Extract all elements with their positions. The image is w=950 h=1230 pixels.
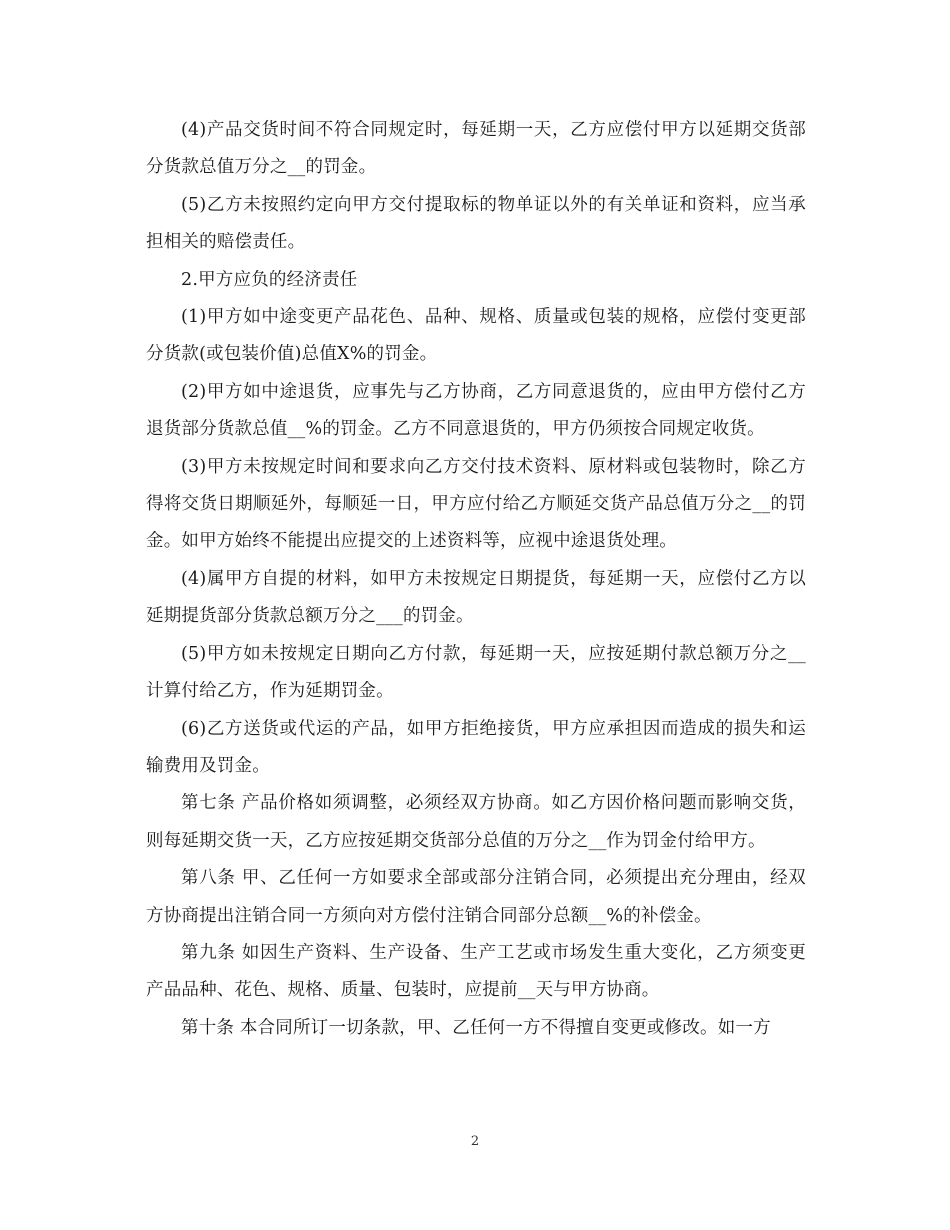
section-heading: 2.甲方应负的经济责任 xyxy=(181,269,358,290)
article-paragraph: 第十条 本合同所订一切条款，甲、乙任何一方不得擅自变更或修改。如一方 xyxy=(181,1017,771,1038)
paragraph: (6)乙方送货或代运的产品，如甲方拒绝接货，甲方应承担因而造成的损失和运输费用及罚金。 xyxy=(146,718,806,776)
document-body xyxy=(146,112,806,1047)
paragraph: (3)甲方未按规定时间和要求向乙方交付技术资料、原材料或包装物时，除乙方得将交货日期顺延外，每顺延一日，甲方应付给乙方顺延交货产品总值万分之__的罚金。如甲方始终不能提出应提交的上述资料等，应视中途退货处理。 xyxy=(146,456,806,552)
article-paragraph: 第八条 甲、乙任何一方如要求全部或部分注销合同，必须提出充分理由，经双方协商提出注销合同一方须向对方偿付注销合同部分总额__%的补偿金。 xyxy=(146,868,806,926)
paragraph: (2)甲方如中途退货，应事先与乙方协商，乙方同意退货的，应由甲方偿付乙方退货部分货款总值__%的罚金。乙方不同意退货的，甲方仍须按合同规定收货。 xyxy=(146,381,806,440)
paragraph: (4)属甲方自提的材料，如甲方未按规定日期提货，每延期一天，应偿付乙方以延期提货部分货款总额万分之___的罚金。 xyxy=(146,568,806,627)
paragraph: (5)乙方未按照约定向甲方交付提取标的物单证以外的有关单证和资料，应当承担相关的赔偿责任。 xyxy=(146,194,806,253)
page-number: 2 xyxy=(470,1134,480,1149)
paragraph: (5)甲方如未按规定日期向乙方付款，每延期一天，应按延期付款总额万分之__计算付给乙方，作为延期罚金。 xyxy=(146,643,806,702)
paragraph: (1)甲方如中途变更产品花色、品种、规格、质量或包装的规格，应偿付变更部分货款(或包装价值)总值X%的罚金。 xyxy=(146,307,806,365)
article-paragraph: 第九条 如因生产资料、生产设备、生产工艺或市场发生重大变化，乙方须变更产品品种、花色、规格、质量、包装时，应提前__天与甲方协商。 xyxy=(146,942,806,1001)
article-paragraph: 第七条 产品价格如须调整，必须经双方协商。如乙方因价格问题而影响交货，则每延期交货一天，乙方应按延期交货部分总值的万分之__作为罚金付给甲方。 xyxy=(146,793,806,851)
paragraph: (4)产品交货时间不符合同规定时，每延期一天，乙方应偿付甲方以延期交货部分货款总值万分之__的罚金。 xyxy=(146,120,806,178)
